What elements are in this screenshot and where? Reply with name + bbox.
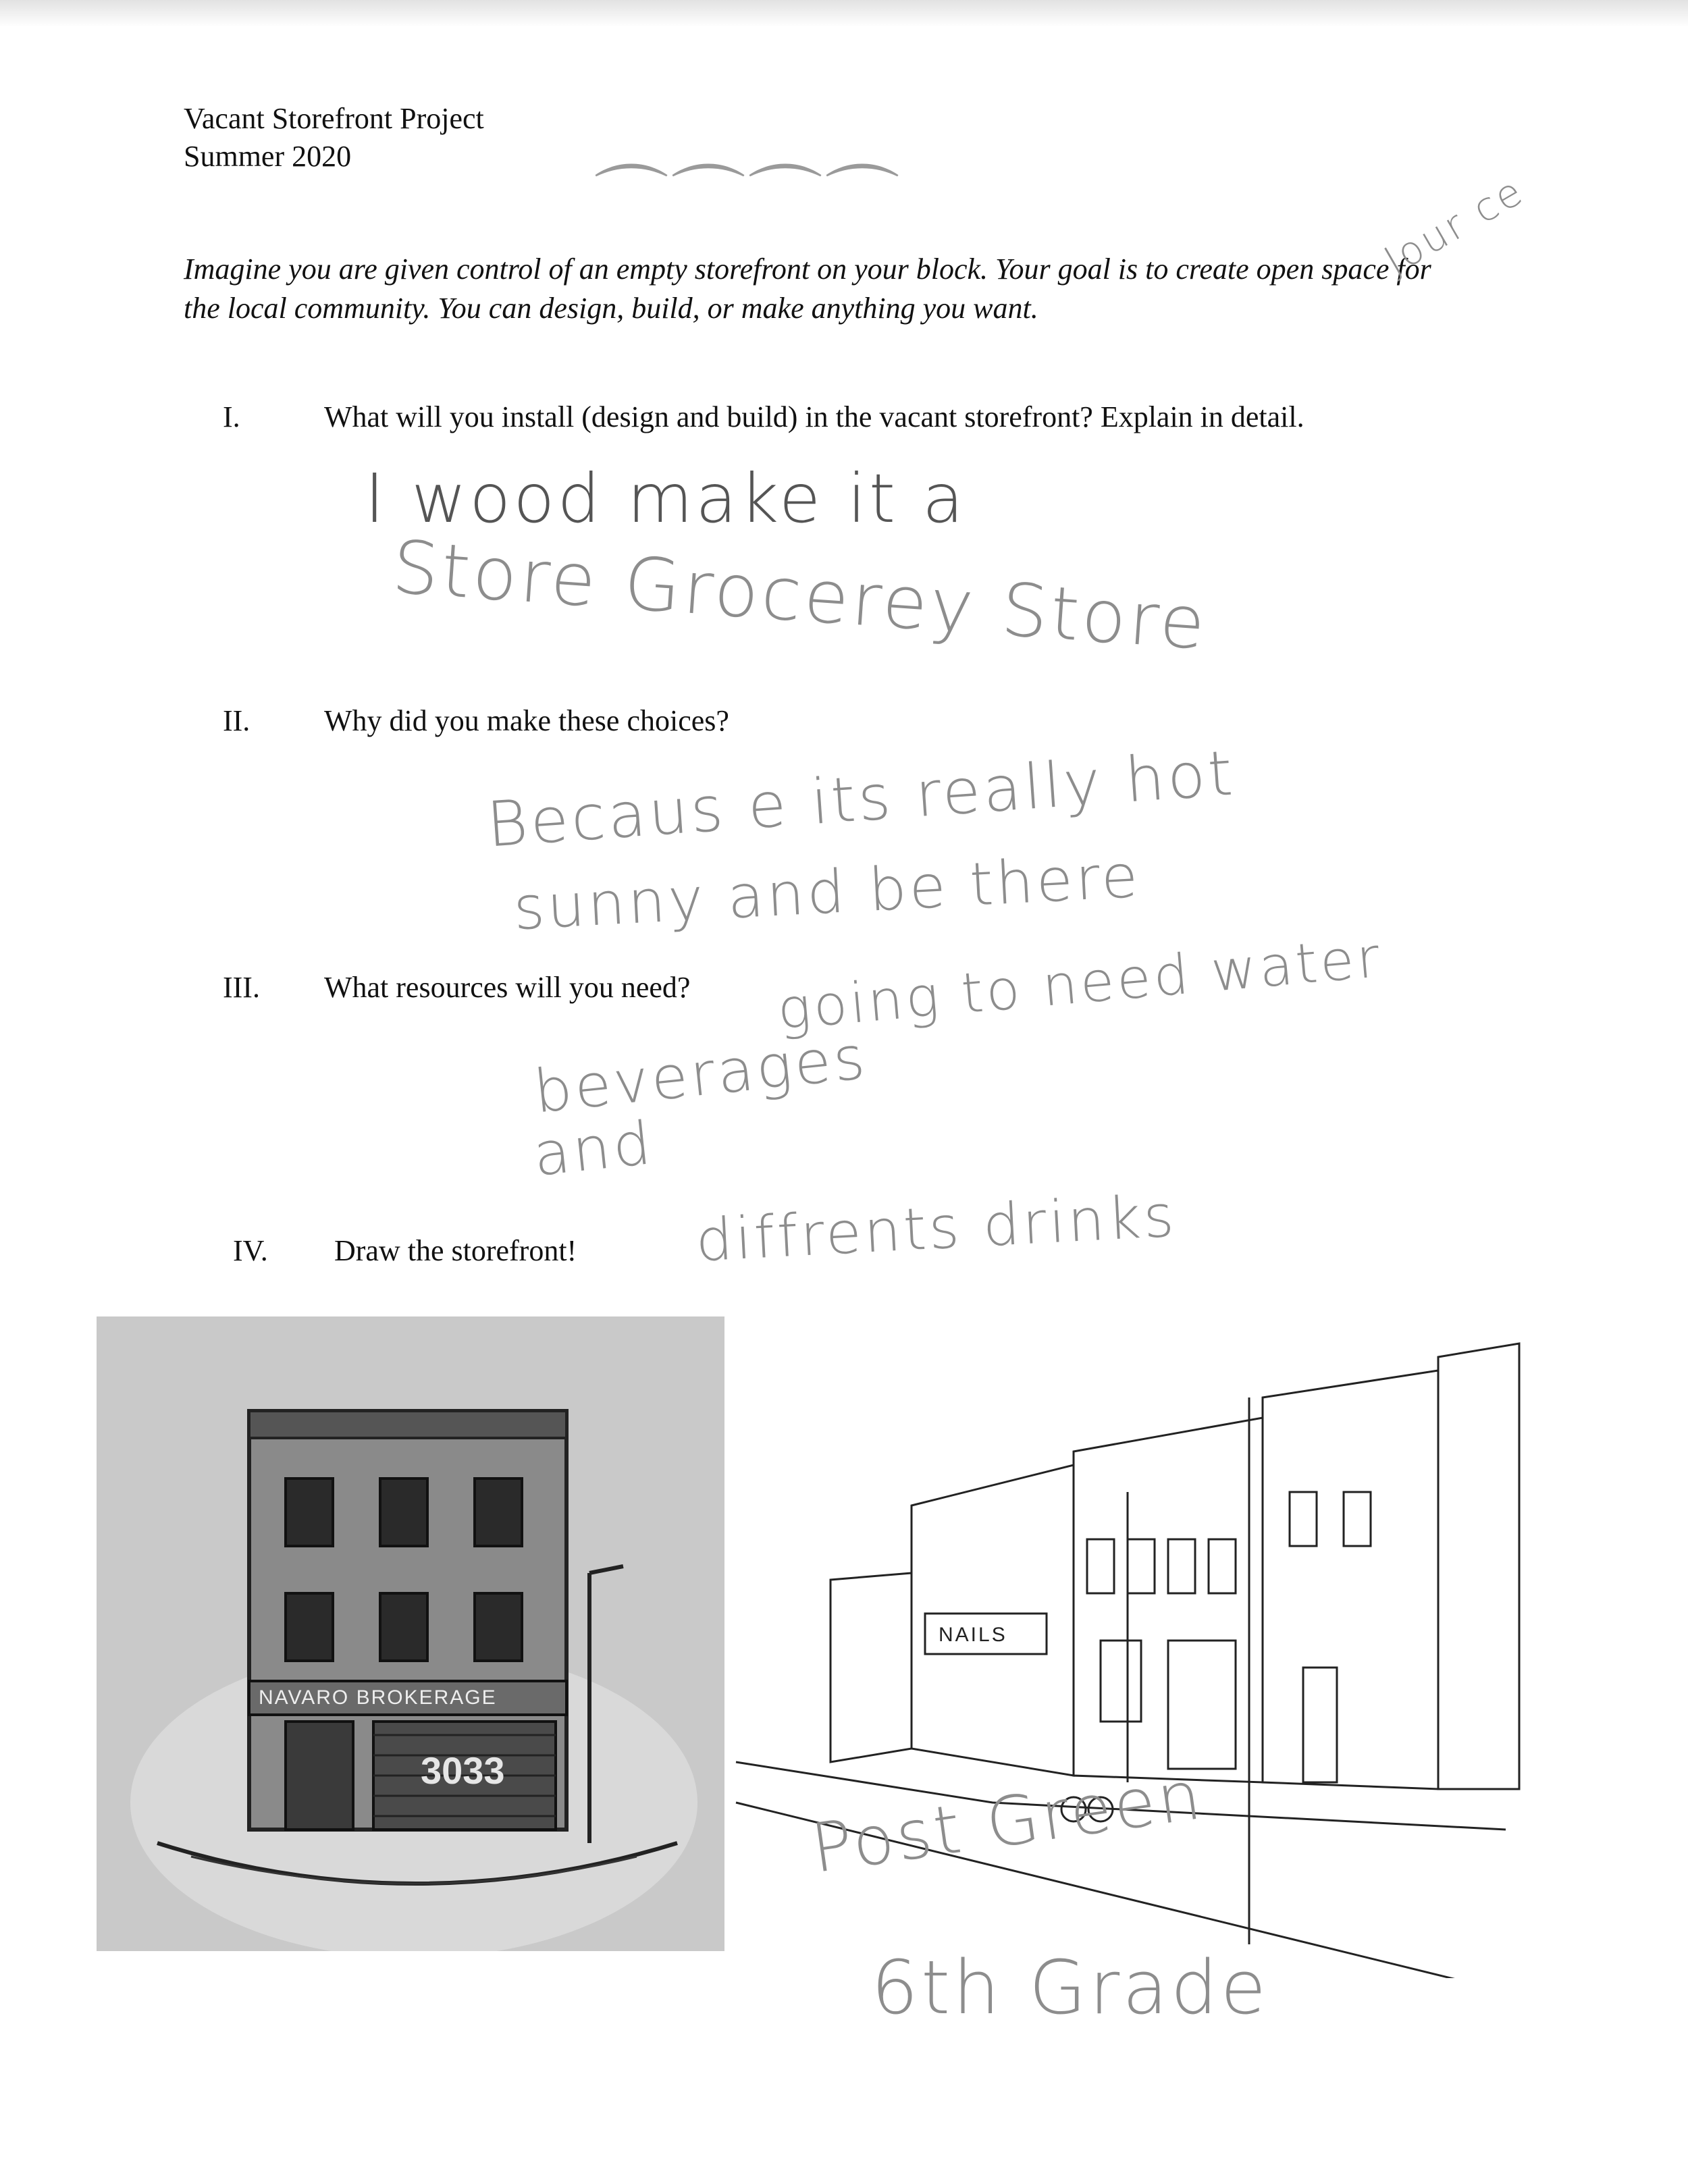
handwriting-answer-3-line-2: and	[530, 1108, 657, 1190]
question-number: II.	[223, 704, 250, 737]
question-number: III.	[223, 971, 260, 1004]
project-term: Summer 2020	[184, 140, 352, 173]
project-title: Vacant Storefront Project	[184, 102, 484, 135]
building-sign-left: NAVARO BROKERAGE	[259, 1686, 497, 1709]
handwriting-answer-2-line-3: going to need water	[774, 926, 1385, 1042]
worksheet-header	[184, 100, 484, 176]
handwriting-answer-3-line-1: beverages	[530, 1022, 871, 1127]
handwriting-answer-2-line-2: sunny and be there	[511, 841, 1142, 944]
nails-sign: NAILS	[939, 1624, 1007, 1646]
handwriting-answer-1-line-1: I wood make it a	[365, 459, 967, 538]
handwriting-answer-2-line-1: Becaus e its really hot	[484, 737, 1238, 861]
handwriting-scribble	[594, 142, 902, 248]
handwriting-signature: Post Green	[806, 1755, 1209, 1889]
building-sketch-left	[97, 1316, 724, 1951]
scribble-marks: ⌒⌒⌒⌒	[594, 158, 902, 244]
graffiti-tag: 3033	[421, 1749, 505, 1792]
question-text: Draw the storefront!	[334, 1234, 577, 1267]
handwriting-grade: 6th Grade	[871, 1944, 1269, 2031]
question-number: IV.	[233, 1234, 268, 1267]
question-text: Why did you make these choices?	[324, 704, 729, 737]
intro-prompt: Imagine you are given control of an empty storefront on your block. Your goal is to create open space for the local community. You can design, build, or make anything you want.	[184, 252, 1431, 325]
question-number: I.	[223, 400, 240, 433]
handwriting-margin-note: Jour ce	[1376, 167, 1532, 284]
handwriting-answer-3-line-3: diffrents drinks	[693, 1182, 1178, 1275]
scan-edge-shadow	[0, 0, 1688, 27]
question-text: What resources will you need?	[324, 971, 691, 1004]
storefront-photo-drawing	[97, 1316, 724, 1951]
handwriting-answer-1-line-2: Store Grocerey Store	[390, 525, 1211, 667]
question-text: What will you install (design and build) in the vacant storefront? Explain in detail.	[324, 400, 1304, 433]
